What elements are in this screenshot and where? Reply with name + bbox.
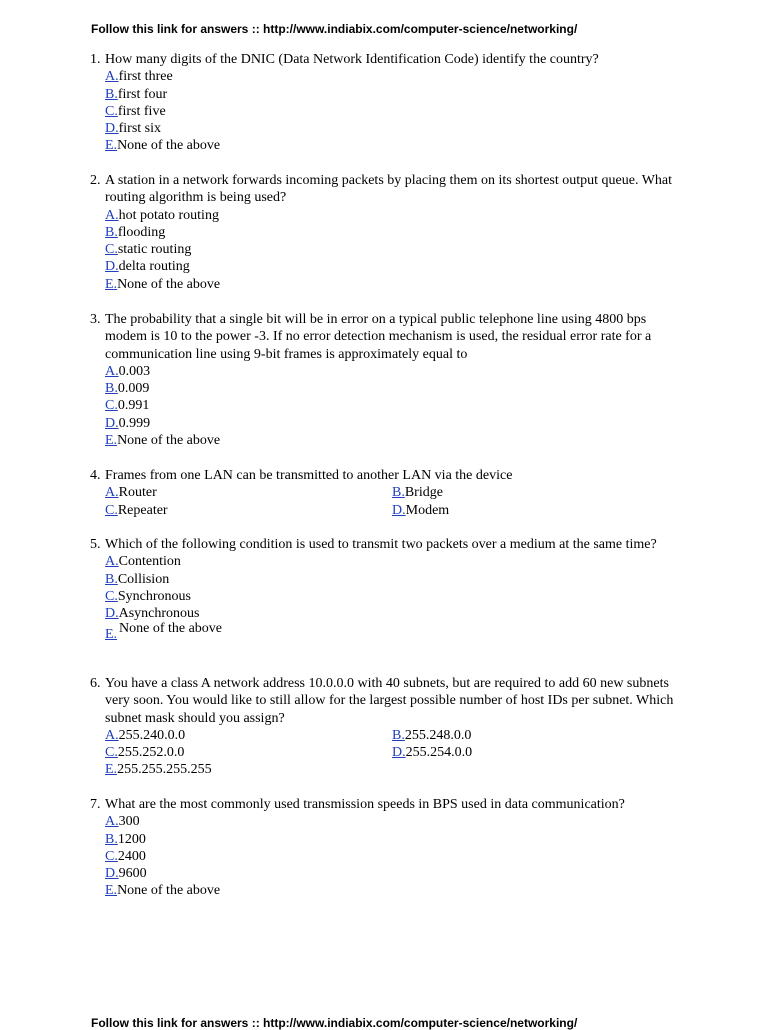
option-text: 255.248.0.0 [404,727,472,743]
option-c [105,103,690,120]
option-d [105,258,690,275]
option-a-link[interactable]: A. [105,69,119,85]
option-a-link[interactable]: A. [105,363,119,379]
option-b-link[interactable]: B. [105,224,118,240]
option-b [392,484,679,501]
option-b [105,571,690,588]
option-d-link[interactable]: D. [105,259,119,275]
option-e [105,137,690,154]
option-a-link[interactable]: A. [105,485,119,501]
option-b-link[interactable]: B. [392,727,405,743]
option-d [105,120,690,137]
option-d-link[interactable]: D. [392,745,406,761]
option-text: Bridge [404,485,443,501]
option-text: 9600 [118,866,147,882]
question-number: 5. [90,537,101,552]
option-text: Synchronous [117,588,191,604]
option-text: first six [118,121,162,137]
option-text: None of the above [119,621,223,637]
option-a [105,207,690,224]
answers-link-footer[interactable]: Follow this link for answers :: http://www.indiabix.com/computer-science/networking/ [91,1016,578,1030]
option-text: 0.999 [118,415,151,431]
option-text: first three [118,69,173,85]
option-a [105,68,690,85]
option-a-link[interactable]: A. [105,554,119,570]
option-e [105,276,690,293]
option-text: Collision [117,571,170,587]
option-b-link[interactable]: B. [392,485,405,501]
question-text: The probability that a single bit will be in error on a typical public telephone line using 4800 bps modem is 10 to the power -3. If no error detection mechanism is used, the residual error rate for a communication line using 9-bit frames is approximately equal to [105,312,652,362]
option-c [105,848,690,865]
question-3 [90,311,690,449]
option-text: 255.254.0.0 [405,745,473,761]
answers-link-header [91,22,577,36]
option-c-link[interactable]: C. [105,588,118,604]
option-text: Repeater [117,502,168,518]
question-number: 7. [90,797,101,812]
option-text: hot potato routing [118,207,219,223]
option-c-link[interactable]: C. [105,502,118,518]
option-text: 0.991 [117,398,150,414]
option-a-link[interactable]: A. [105,727,119,743]
option-text: 255.240.0.0 [118,727,186,743]
option-c [105,397,690,414]
option-text: 2400 [117,848,146,864]
option-c-link[interactable]: C. [105,745,118,761]
option-b-link[interactable]: B. [105,381,118,397]
option-d [105,415,690,432]
option-c-link[interactable]: C. [105,398,118,414]
option-c-link[interactable]: C. [105,242,118,258]
option-text: Asynchronous [118,606,200,622]
option-text: 1200 [117,831,146,847]
option-text: Modem [405,502,450,518]
option-text: static routing [117,242,192,258]
option-text: None of the above [117,138,221,154]
question-text: What are the most commonly used transmission speeds in BPS used in data communication? [105,797,625,812]
option-b [105,86,690,103]
question-2 [90,172,690,293]
question-number: 4. [90,468,101,483]
option-text: first five [117,103,166,119]
option-text: Contention [118,554,181,570]
option-text: None of the above [117,883,221,899]
option-d-link[interactable]: D. [105,606,119,622]
option-c [105,744,392,761]
option-e [105,761,690,778]
question-text: A station in a network forwards incoming packets by placing them on its shortest output queue. What routing algorithm is being used? [105,173,673,206]
option-b-link[interactable]: B. [105,831,118,847]
option-e [105,622,690,643]
option-a [105,484,392,501]
option-d [392,502,679,519]
question-text: Frames from one LAN can be transmitted to another LAN via the device [105,468,513,483]
option-a [105,363,690,380]
option-d [105,865,690,882]
option-text: first four [117,86,168,102]
option-b [392,727,679,744]
option-text: 255.252.0.0 [117,745,185,761]
question-number: 3. [90,312,101,327]
question-number: 6. [90,676,101,691]
option-e [105,882,690,899]
option-text: 0.003 [118,363,151,379]
option-c-link[interactable]: C. [105,848,118,864]
question-1 [90,51,690,155]
option-d-link[interactable]: D. [105,866,119,882]
option-c [105,241,690,258]
option-c [105,588,690,605]
option-e-link[interactable]: E. [105,627,118,643]
option-text: Router [118,485,157,501]
option-c-link[interactable]: C. [105,103,118,119]
option-e-link[interactable]: E. [105,276,118,292]
option-a [105,813,690,830]
question-text: Which of the following condition is used to transmit two packets over a medium at the same time? [105,537,657,552]
question-text: You have a class A network address 10.0.0.0 with 40 subnets, but are required to add 60 new subnets very soon. You would like to still allow for the largest possible number of host IDs per subnet. Which subnet mask should you assign? [105,676,674,726]
question-number: 2. [90,173,101,188]
option-text: 300 [118,814,140,830]
option-e [105,432,690,449]
question-5 [90,536,690,643]
option-e-link[interactable]: E. [105,433,118,449]
answers-url-link[interactable]: http://www.indiabix.com/computer-science/networking/ [263,22,578,36]
option-b-link[interactable]: B. [105,571,118,587]
option-d-link[interactable]: D. [392,502,406,518]
option-a-link[interactable]: A. [105,207,119,223]
question-number: 1. [90,52,101,67]
option-a [105,727,392,744]
option-c [105,502,392,519]
option-e-link[interactable]: E. [105,883,118,899]
option-text: delta routing [118,259,190,275]
option-a [105,553,690,570]
option-b [105,831,690,848]
question-text: How many digits of the DNIC (Data Network Identification Code) identify the country? [105,52,599,67]
option-b-link[interactable]: B. [105,86,118,102]
option-e-link[interactable]: E. [105,138,118,154]
option-a-link[interactable]: A. [105,814,119,830]
option-text: 255.255.255.255 [117,762,212,778]
option-d-link[interactable]: D. [105,415,119,431]
header-prefix: Follow this link for answers :: [91,22,264,36]
option-text: None of the above [117,276,221,292]
question-6 [90,675,690,779]
option-d [392,744,679,761]
option-e-link[interactable]: E. [105,762,118,778]
question-4 [90,467,690,519]
option-b [105,224,690,241]
option-text: flooding [117,224,166,240]
option-text: 0.009 [117,381,150,397]
option-d-link[interactable]: D. [105,121,119,137]
option-text: None of the above [117,433,221,449]
question-7 [90,796,690,900]
option-b [105,380,690,397]
